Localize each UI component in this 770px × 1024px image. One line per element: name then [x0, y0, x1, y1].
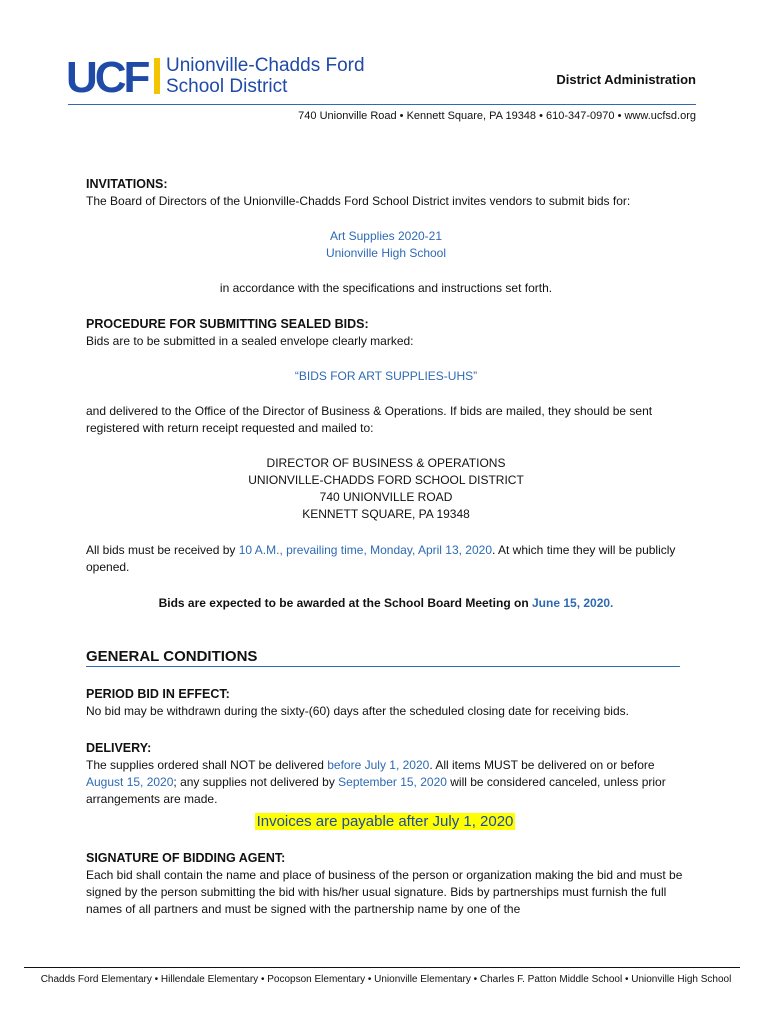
- delivery-date-3: September 15, 2020: [338, 775, 447, 789]
- delivery-text-4: will be considered canceled, unless prior arrangements are made.: [86, 775, 666, 806]
- deadline-suffix: . At which time they will be publicly opened.: [86, 543, 676, 574]
- period-section: [86, 686, 686, 720]
- delivery-text-2: . All items MUST be delivered on or before: [429, 758, 655, 772]
- envelope-marking: “BIDS FOR ART SUPPLIES-UHS”: [294, 369, 478, 383]
- procedure-section: [86, 316, 686, 350]
- bid-item-school: Unionville High School: [325, 246, 447, 260]
- procedure-text: Bids are to be submitted in a sealed envelope clearly marked:: [86, 334, 414, 348]
- deadline-prefix: All bids must be received by: [86, 543, 239, 557]
- signature-text: Each bid shall contain the name and place of business of the person or organization making the bid and must be signed by the person submitting the bid with his/her usual signature. Bids by partnerships must furnish the full names of all partners and must be signed with the partnership name by one of the: [86, 868, 683, 916]
- mailing-address-line: 740 UNIONVILLE ROAD: [319, 490, 453, 504]
- mailing-address: [86, 455, 686, 523]
- mailing-address-line: DIRECTOR OF BUSINESS & OPERATIONS: [266, 456, 506, 470]
- logo-district-name: [166, 55, 365, 97]
- mailing-address-line: KENNETT SQUARE, PA 19348: [302, 507, 470, 521]
- delivery-text-1: The supplies ordered shall NOT be delivered: [86, 758, 328, 772]
- footer-schools: Chadds Ford Elementary • Hillendale Elementary • Pocopson Elementary • Unionville Elementary • Charles F. Patton Middle School • Unionville High School: [40, 974, 732, 985]
- logo-line-2: School District: [166, 76, 288, 97]
- header-divider: [68, 104, 696, 105]
- delivery-instructions: and delivered to the Office of the Director of Business & Operations. If bids are mailed, they should be sent registered with return receipt requested and mailed to:: [86, 404, 653, 435]
- invoice-note-row: [0, 812, 770, 832]
- logo-line-1: Unionville-Chadds Ford: [166, 55, 365, 76]
- logo-gold-bar: [154, 58, 160, 94]
- invoice-note: Invoices are payable after July 1, 2020: [256, 813, 514, 830]
- delivery-heading: DELIVERY:: [86, 741, 152, 755]
- award-date: June 15, 2020.: [532, 596, 614, 610]
- deadline-time: 10 A.M., prevailing time, Monday, April 13, 2020: [238, 543, 492, 557]
- award-prefix: Bids are expected to be awarded at the School Board Meeting on: [158, 596, 532, 610]
- general-conditions-divider: [86, 666, 680, 667]
- footer-divider: [24, 967, 740, 968]
- signature-section: [86, 850, 686, 918]
- bid-item-name: Art Supplies 2020-21: [329, 229, 443, 243]
- bid-deadline: [86, 542, 686, 576]
- procedure-heading: PROCEDURE FOR SUBMITTING SEALED BIDS:: [86, 317, 369, 331]
- delivery-date-2: August 15, 2020: [86, 775, 174, 789]
- delivery-section: [86, 740, 686, 808]
- award-note: [86, 595, 686, 612]
- mailing-address-line: UNIONVILLE-CHADDS FORD SCHOOL DISTRICT: [248, 473, 524, 487]
- delivery-text-3: ; any supplies not delivered by: [173, 775, 339, 789]
- accordance-text: in accordance with the specifications and instructions set forth.: [219, 281, 553, 295]
- invitations-section: [86, 176, 686, 210]
- invitations-text: The Board of Directors of the Unionville-Chadds Ford School District invites vendors to submit bids for:: [86, 194, 631, 208]
- signature-heading: SIGNATURE OF BIDDING AGENT:: [86, 851, 286, 865]
- period-text: No bid may be withdrawn during the sixty-(60) days after the scheduled closing date for receiving bids.: [86, 704, 629, 718]
- bid-item-block: [86, 228, 686, 262]
- logo-initials: UCF: [66, 53, 148, 102]
- general-conditions-title: GENERAL CONDITIONS: [86, 648, 258, 665]
- district-address: 740 Unionville Road • Kennett Square, PA 19348 • 610-347-0970 • www.ucfsd.org: [298, 110, 696, 122]
- delivery-date-1: before July 1, 2020: [327, 758, 430, 772]
- district-administration-label: District Administration: [556, 72, 696, 87]
- invitations-heading: INVITATIONS:: [86, 177, 168, 191]
- delivery-text: [86, 757, 686, 808]
- period-heading: PERIOD BID IN EFFECT:: [86, 687, 230, 701]
